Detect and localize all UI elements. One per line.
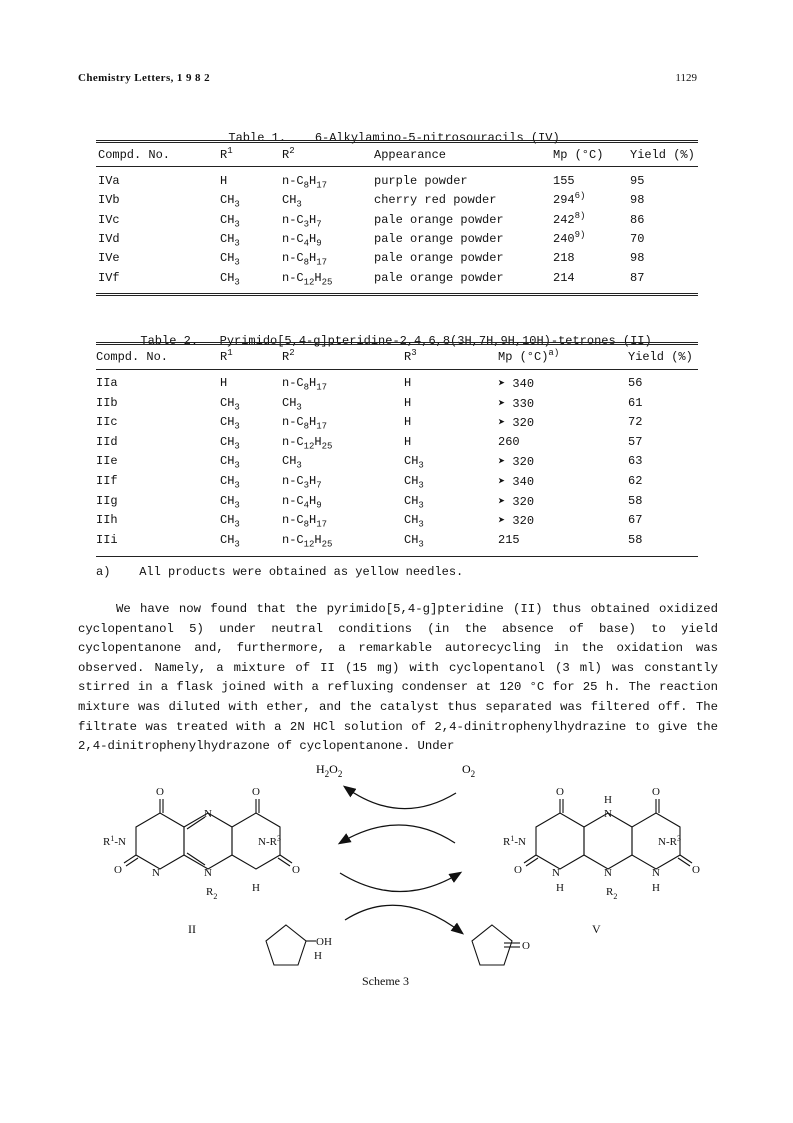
svg-text:N: N: [204, 808, 212, 820]
table-cell: 215: [498, 532, 520, 547]
table-cell: 72: [628, 415, 643, 430]
svg-text:R2: $R_2$: [206, 886, 218, 901]
table-cell: 61: [628, 395, 643, 410]
table-cell: pale orange powder: [374, 270, 504, 285]
svg-text:N: N: [204, 867, 212, 879]
svg-text:V: V: [592, 922, 601, 936]
table-cell: H: [220, 376, 228, 390]
scheme-caption: Scheme 3: [362, 974, 409, 988]
svg-text:N: N: [652, 867, 660, 879]
table-cell: IId: [96, 434, 118, 449]
table-cell: purple powder: [374, 174, 468, 188]
svg-text:N: N: [604, 808, 612, 820]
body-paragraph: [78, 600, 718, 757]
table-cell: $CH_3$: [220, 474, 240, 491]
table-cell: IIf: [96, 474, 118, 488]
page-number: 1129: [675, 72, 697, 84]
table1-caption: Table 1. 6-Alkylamino-5-nitrosouracils (IV): [228, 131, 560, 145]
table-cell: IVe: [98, 251, 120, 266]
svg-text:O: O: [514, 864, 522, 876]
col-header-4: Mp (°C): [553, 148, 604, 162]
table-cell: H: [404, 415, 412, 430]
svg-text:N: N: [604, 867, 612, 879]
table-cell: 86: [630, 212, 645, 227]
table-cell: IIa: [96, 376, 118, 390]
scheme-3: [0, 755, 793, 1115]
col-header-3: $R^3$: [404, 348, 417, 364]
col-header-1: $R^1$: [220, 348, 233, 364]
table-cell: 56: [628, 376, 643, 390]
table-cell: 218: [553, 251, 575, 266]
table-cell: $n-C_3H_7$: [282, 212, 322, 229]
table-cell: IIi: [96, 532, 118, 547]
table2-bottom-rule: [96, 556, 698, 557]
arrow-to-ketone: [345, 905, 462, 933]
table-cell: 57: [628, 434, 643, 449]
table-cell: $n-C_{12}H_{25}$: [282, 434, 333, 452]
table-cell: 155: [553, 174, 575, 188]
table-cell: $n-C_8H_{17}$: [282, 513, 328, 530]
table-cell: ➤ 320: [498, 416, 535, 431]
col-header-2: $R^2$: [282, 348, 295, 364]
table-cell: 70: [630, 231, 645, 246]
table-cell: IIg: [96, 493, 118, 508]
table-cell: 240$^{9)}$: [553, 229, 586, 246]
svg-text:H: H: [604, 794, 612, 806]
table-cell: $CH_3$: [404, 513, 424, 530]
table-cell: $n-C_8H_{17}$: [282, 174, 328, 191]
table-cell: IVd: [98, 231, 120, 246]
table-cell: $CH_3$: [220, 193, 240, 210]
cyclopentanone: [472, 925, 530, 965]
table-cell: $CH_3$: [220, 270, 240, 287]
table-cell: $CH_3$: [220, 251, 240, 268]
table-cell: $n-C_{12}H_{25}$: [282, 270, 333, 287]
table-cell: 58: [628, 493, 643, 508]
table-cell: 58: [628, 532, 643, 547]
table-cell: ➤ 320: [498, 455, 535, 470]
table-cell: $n-C_4H_9$: [282, 231, 322, 249]
table-cell: IIe: [96, 454, 118, 469]
table-cell: $CH_3$: [404, 454, 424, 471]
col-header-5: Yield (%): [630, 148, 695, 162]
table-cell: ➤ 330: [498, 396, 535, 411]
svg-text:O: O: [556, 786, 564, 798]
table-cell: H: [404, 434, 412, 449]
svg-text:H: H: [252, 882, 260, 894]
table-cell: $CH_3$: [220, 454, 240, 471]
svg-text:O: O: [522, 940, 530, 952]
svg-text:II: II: [188, 922, 196, 936]
table1-bottom-rule: [96, 293, 698, 296]
col-header-5: Yield (%): [628, 350, 693, 364]
table-cell: $CH_3$: [220, 493, 240, 510]
table-cell: $n-C_{12}H_{25}$: [282, 532, 333, 550]
o2-label: $O_2$: [462, 762, 476, 779]
table-cell: 67: [628, 513, 643, 528]
col-header-4: Mp $(^\circ C)^{a)}$: [498, 348, 560, 364]
col-header-0: Compd. No.: [98, 148, 171, 162]
table-cell: ➤ 320: [498, 514, 535, 529]
table-cell: ➤ 340: [498, 377, 535, 391]
table-cell: 98: [630, 251, 645, 266]
table-cell: pale orange powder: [374, 212, 504, 227]
table-cell: pale orange powder: [374, 251, 504, 266]
table2-header-rule: [96, 369, 698, 370]
h2o2-label: $H_2O_2$: [316, 762, 343, 779]
table-cell: IVa: [98, 174, 120, 188]
table-cell: 62: [628, 474, 643, 488]
table-cell: cherry red powder: [374, 193, 497, 208]
table-cell: IVb: [98, 193, 120, 208]
table-cell: $CH_3$: [282, 193, 302, 210]
table-cell: $n-C_4H_9$: [282, 493, 322, 510]
page-header: [78, 72, 697, 88]
svg-text:H: H: [652, 882, 660, 894]
table1-top-rule: [96, 140, 698, 143]
svg-text:N: N: [152, 867, 160, 879]
table-cell: $CH_3$: [220, 212, 240, 229]
table-cell: H: [404, 395, 412, 410]
table-cell: 260: [498, 434, 520, 449]
arrow-upper-left: [340, 825, 455, 843]
table-cell: IIc: [96, 415, 118, 430]
table-cell: ➤ 320: [498, 494, 535, 509]
arrow-lower-right: [340, 873, 460, 892]
svg-text:N: N: [552, 867, 560, 879]
table-cell: 87: [630, 270, 645, 285]
svg-text:R1-N: $R^1-N$: [503, 834, 526, 848]
table-cell: IIb: [96, 395, 118, 410]
svg-text:O: O: [292, 864, 300, 876]
table-cell: H: [404, 376, 412, 390]
table-cell: $CH_3$: [220, 415, 240, 432]
svg-text:O: O: [652, 786, 660, 798]
svg-text:O: O: [252, 786, 260, 798]
table-cell: $n-C_3H_7$: [282, 474, 322, 491]
svg-text:H: H: [314, 950, 322, 962]
table2-footnote: a) All products were obtained as yellow needles.: [96, 565, 464, 579]
table-cell: $CH_3$: [282, 454, 302, 471]
table-cell: 95: [630, 174, 645, 188]
svg-text:R2: $R_2$: [606, 886, 618, 901]
svg-text:O: O: [114, 864, 122, 876]
table-cell: $n-C_8H_{17}$: [282, 251, 328, 268]
svg-text:O: O: [692, 864, 700, 876]
table-cell: 294$^{6)}$: [553, 191, 586, 208]
table-cell: $CH_3$: [404, 532, 424, 550]
table-cell: $CH_3$: [220, 532, 240, 550]
table2-top-rule: [96, 342, 698, 345]
table-cell: ➤ 340: [498, 475, 535, 489]
col-header-0: Compd. No.: [96, 350, 169, 364]
col-header-2: $R^2$: [282, 146, 295, 162]
table-cell: pale orange powder: [374, 231, 504, 246]
table-cell: IIh: [96, 513, 118, 528]
svg-text:O: O: [156, 786, 164, 798]
table-cell: $CH_3$: [220, 513, 240, 530]
table-cell: $CH_3$: [220, 231, 240, 249]
svg-text:R1-N: $R^1-N$: [103, 834, 126, 848]
table-cell: $n-C_8H_{17}$: [282, 376, 328, 393]
table-cell: $CH_3$: [282, 395, 302, 412]
paragraph-text: We have now found that the pyrimido[5,4-g]pteridine (II) thus obtained oxidized cyclopentanol 5) under neutral conditions (in the absence of base) to yield cyclopentanone and, furthermore, a remarkable autorecycling in the oxidation was observed. Namely, a mixture of II (15 mg) with cyclopentanol (3 ml) was constantly stirred in a flask joined with a refluxing condenser at 120 °C for 25 h. The reaction mixture was diluted with ether, and the catalyst thus separated was filtered off. The filtrate was treated with a 2N HCl solution of 2,4-dinitrophenylhydrazine to give the 2,4-dinitrophenylhydrazone of cyclopentanone. Under: [78, 602, 718, 754]
svg-text:N-R3: $N-R^3$: [258, 834, 281, 848]
arrow-to-h2o2: [345, 787, 456, 809]
col-header-3: Appearance: [374, 148, 447, 162]
table-cell: 214: [553, 270, 575, 285]
svg-text:OH: OH: [316, 936, 332, 948]
journal-name: Chemistry Letters, 1 9 8 2: [78, 72, 210, 84]
table-cell: $CH_3$: [220, 434, 240, 452]
table-cell: $n-C_8H_{17}$: [282, 415, 328, 432]
table-cell: 98: [630, 193, 645, 208]
table-cell: IVc: [98, 212, 120, 227]
cyclopentanol: [266, 925, 332, 965]
col-header-1: $R^1$: [220, 146, 233, 162]
svg-text:H: H: [556, 882, 564, 894]
table-cell: $CH_3$: [404, 493, 424, 510]
table-cell: $CH_3$: [220, 395, 240, 412]
table2-caption-text: Table 2. Pyrimido[5,4-g]pteridine-2,4,6,8(3H,7H,9H,10H)-tetrones (II): [140, 334, 652, 348]
table-cell: 63: [628, 454, 643, 469]
table-cell: IVf: [98, 270, 120, 285]
table-cell: 242$^{8)}$: [553, 210, 586, 227]
table-cell: H: [220, 174, 228, 188]
svg-text:N-R3: $N-R^3$: [658, 834, 681, 848]
table1-header-rule: [96, 166, 698, 167]
table-cell: $CH_3$: [404, 474, 424, 491]
